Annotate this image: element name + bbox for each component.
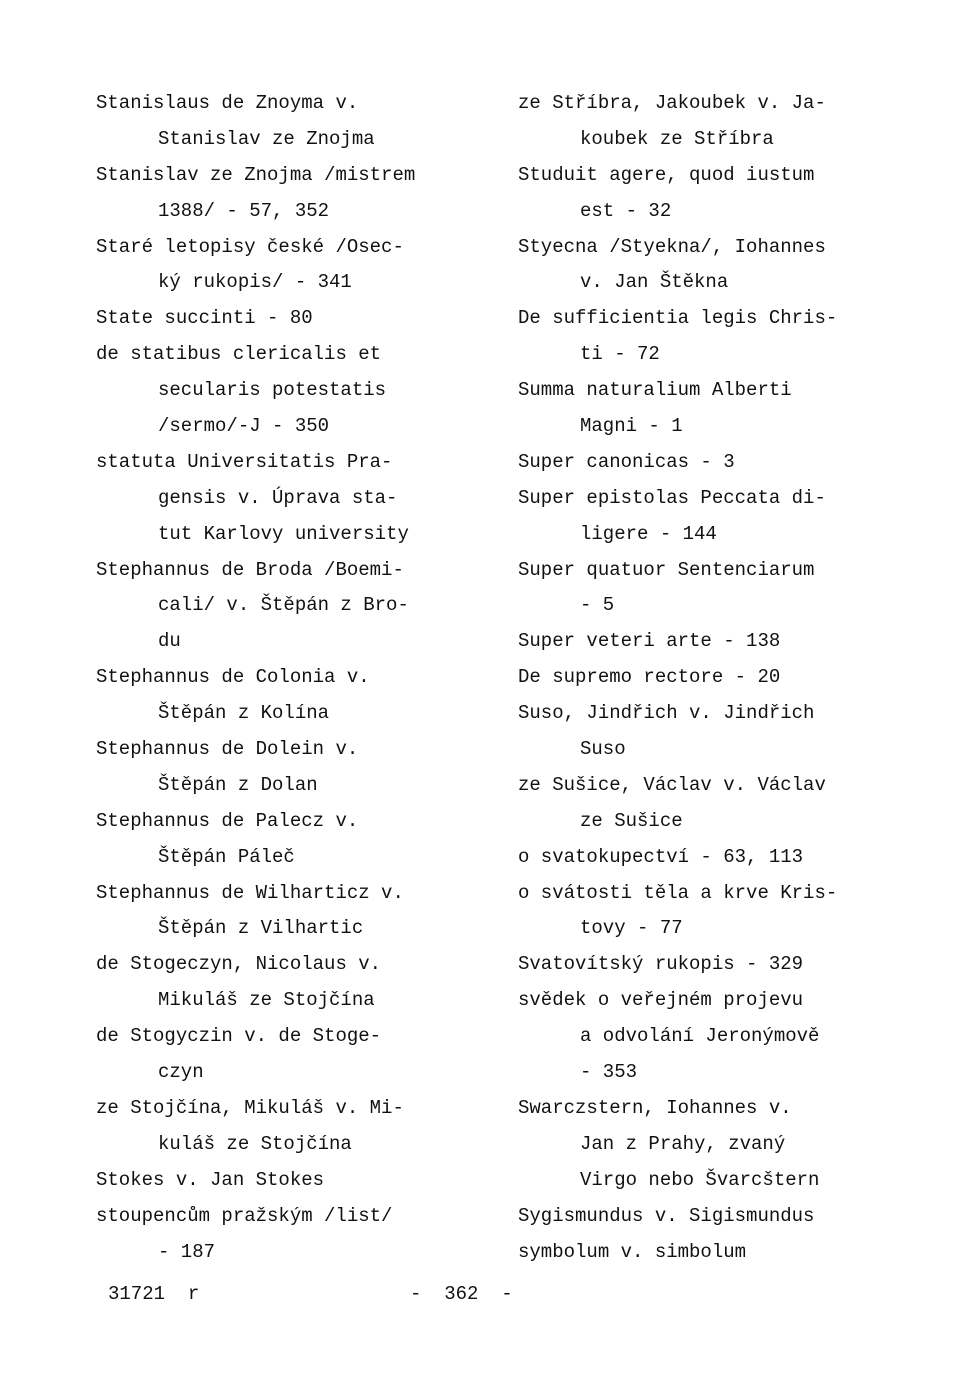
index-entry-line: Studuit agere, quod iustum [518,163,815,186]
index-entry-line: Swarczstern, Iohannes v. [518,1096,792,1119]
index-entry-line: De supremo rectore - 20 [518,666,781,689]
index-entry-line: tovy - 77 [580,917,683,940]
index-entry-line: Stephannus de Wilharticz v. [96,881,404,904]
index-entry-line: o svátosti těla a krve Kris- [518,881,838,904]
index-entry-line: cali/ v. Štěpán z Bro- [158,594,409,617]
index-entry-line: Stokes v. Jan Stokes [96,1168,325,1191]
index-entry-line: symbolum v. simbolum [518,1240,747,1263]
index-entry-line: Staré letopisy české /Osec- [96,235,404,258]
index-column-left [96,86,476,1270]
index-entry-line: State succinti - 80 [96,307,313,330]
index-entry-line: Štěpán z Vilhartic [158,917,364,940]
index-entry-line: Suso [580,738,626,761]
index-entry-line: Štěpán z Kolína [158,702,330,725]
index-entry-line: Virgo nebo Švarcštern [580,1168,820,1191]
index-entry-line: czyn [158,1061,204,1084]
index-entry-line: du [158,630,181,653]
index-entry-line: Super canonicas - 3 [518,450,735,473]
index-entry-line: secularis potestatis [158,379,387,402]
index-entry-line: de Stogyczin v. de Stoge- [96,1025,382,1048]
footer-code: 31721 r [108,1283,200,1305]
index-entry-line: - 353 [580,1061,638,1084]
index-entry-line: Super quatuor Sentenciarum [518,558,815,581]
index-entry-line: svědek o veřejném projevu [518,989,804,1012]
index-entry-line: Super epistolas Peccata di- [518,486,826,509]
index-entry-line: o svatokupectví - 63, 113 [518,845,804,868]
index-entry-line: Mikuláš ze Stojčína [158,989,375,1012]
index-entry-line: Sygismundus v. Sigismundus [518,1204,815,1227]
index-entry-line: v. Jan Štěkna [580,271,729,294]
index-entry-line: ti - 72 [580,343,660,366]
index-entry-line: ký rukopis/ - 341 [158,271,352,294]
index-entry-line: Super veteri arte - 138 [518,630,781,653]
index-entry-line: gensis v. Úprava sta- [158,486,398,509]
index-entry-line: Stephannus de Colonia v. [96,666,370,689]
index-entry-line: tut Karlovy university [158,522,409,545]
page-number: - 362 - [410,1283,513,1305]
index-entry-line: ze Sušice [580,809,683,832]
index-entry-line: ze Stojčína, Mikuláš v. Mi- [96,1096,404,1119]
index-entry-line: ligere - 144 [580,522,717,545]
index-entry-line: Štěpán z Dolan [158,773,318,796]
index-entry-line: koubek ze Stříbra [580,127,774,150]
index-entry-line: 1388/ - 57, 352 [158,199,330,222]
index-entry-line: de statibus clericalis et [96,343,382,366]
index-entry-line: Stephannus de Dolein v. [96,738,359,761]
index-entry-line: - 187 [158,1240,216,1263]
index-entry-line: de Stogeczyn, Nicolaus v. [96,953,382,976]
index-entry-line: /sermo/-J - 350 [158,415,330,438]
index-entry-line: ze Stříbra, Jakoubek v. Ja- [518,92,826,114]
index-entry-line: a odvolání Jeronýmově [580,1025,820,1048]
index-entry-line: Stanislaus de Znoyma v. [96,92,359,114]
index-entry-line: ze Sušice, Václav v. Václav [518,773,826,796]
index-entry-line: Stanislav ze Znojma /mistrem [96,163,416,186]
index-entry-line: Stephannus de Palecz v. [96,809,359,832]
index-entry-line: Stephannus de Broda /Boemi- [96,558,404,581]
index-entry-line: stoupencům pražským /list/ [96,1204,393,1227]
index-column-right [518,86,918,1270]
index-entry-line: Magni - 1 [580,415,683,438]
index-entry-line: Summa naturalium Alberti [518,379,792,402]
index-entry-line: Svatovítský rukopis - 329 [518,953,804,976]
index-entry-line: Jan z Prahy, zvaný [580,1132,786,1155]
index-entry-line: Štěpán Páleč [158,845,295,868]
index-entry-line: statuta Universitatis Pra- [96,450,393,473]
index-entry-line: - 5 [580,594,615,617]
index-entry-line: Suso, Jindřich v. Jindřich [518,702,815,725]
index-entry-line: est - 32 [580,199,672,222]
index-entry-line: De sufficientia legis Chris- [518,307,838,330]
index-entry-line: Stanislav ze Znojma [158,127,375,150]
index-entry-line: kuláš ze Stojčína [158,1132,352,1155]
index-entry-line: Styecna /Styekna/, Iohannes [518,235,826,258]
